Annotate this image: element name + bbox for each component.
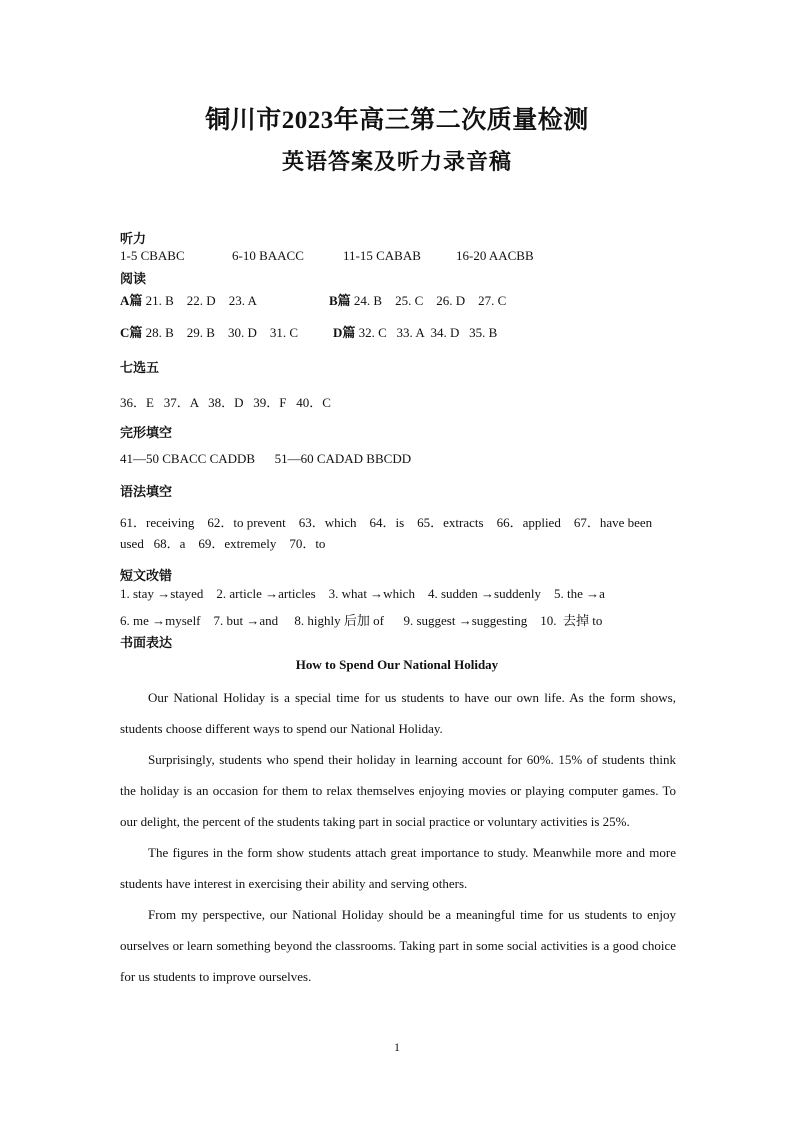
essay-paragraph: Our National Holiday is a special time for us students to have our own life. As the form shows, students choose different ways to spend our National Holiday. <box>120 690 676 736</box>
reading-b-label: B篇 <box>329 293 351 308</box>
grammar-line-2: used 68．a 69．extremely 70．to <box>120 536 326 551</box>
listening-group-3: 11-15 CABAB <box>343 248 421 263</box>
section-label-writing: 书面表达 <box>120 636 173 651</box>
essay-paragraph: Surprisingly, students who spend their holiday in learning account for 60%. 15% of students think the holiday is an occasion for them to relax themselves enjoying movies or playing computer games. To our delight, the percent of the students taking part in social practice or voluntary activities is 25%. <box>120 752 676 829</box>
essay-paragraph: From my perspective, our National Holiday should be a meaningful time for us students to enjoy ourselves or learn something beyond the classrooms. Taking part in some social activities is a good choice for us students to improve ourselves. <box>120 907 676 984</box>
page-title: 铜川市2023年高三第二次质量检测 <box>205 107 589 134</box>
reading-b-row <box>329 290 506 309</box>
correction-line-2: 6. me →myself 7. but →and 8. highly 后加 of 9. suggest →suggesting 10. 去掉 to <box>120 613 603 628</box>
reading-b-answers: 24. B 25. C 26. D 27. C <box>353 293 507 308</box>
reading-a-row <box>120 290 257 309</box>
page-number: 1 <box>394 1040 400 1054</box>
essay-body <box>120 682 676 992</box>
listening-group-1: 1-5 CBABC <box>120 248 185 263</box>
correction-line-1: 1. stay →stayed 2. article →articles 3. what →which 4. sudden →suddenly 5. the →a <box>120 586 605 601</box>
reading-d-answers: 32. C 33. A 34. D 35. B <box>358 325 498 340</box>
reading-c-label: C篇 <box>120 325 143 340</box>
section-label-correction: 短文改错 <box>120 569 173 584</box>
page-subtitle: 英语答案及听力录音稿 <box>281 149 512 174</box>
essay-paragraph: The figures in the form show students attach great importance to study. Meanwhile more and more students have interest in exercising their ability and serving others. <box>120 845 676 891</box>
section-label-seven-choose-five: 七选五 <box>120 361 160 376</box>
listening-group-2: 6-10 BAACC <box>232 248 304 263</box>
section-label-grammar: 语法填空 <box>120 485 173 500</box>
grammar-line-1: 61．receiving 62．to prevent 63．which 64．is 65．extracts 66．applied 67．have been <box>120 515 653 530</box>
reading-d-label: D篇 <box>333 325 356 340</box>
seven-choose-five-answers: 36．E 37．A 38．D 39．F 40．C <box>120 395 331 410</box>
essay-title: How to Spend Our National Holiday <box>295 657 499 672</box>
section-label-reading: 阅读 <box>120 272 147 287</box>
reading-a-label: A篇 <box>120 293 143 308</box>
reading-a-answers: 21. B 22. D 23. A <box>145 293 257 308</box>
reading-c-row <box>120 322 298 341</box>
reading-d-row <box>333 322 497 341</box>
cloze-answers: 41—50 CBACC CADDB 51—60 CADAD BBCDD <box>120 451 412 466</box>
section-label-listening: 听力 <box>120 232 147 247</box>
section-label-cloze: 完形填空 <box>120 426 173 441</box>
listening-group-4: 16-20 AACBB <box>456 248 534 263</box>
reading-c-answers: 28. B 29. B 30. D 31. C <box>145 325 299 340</box>
